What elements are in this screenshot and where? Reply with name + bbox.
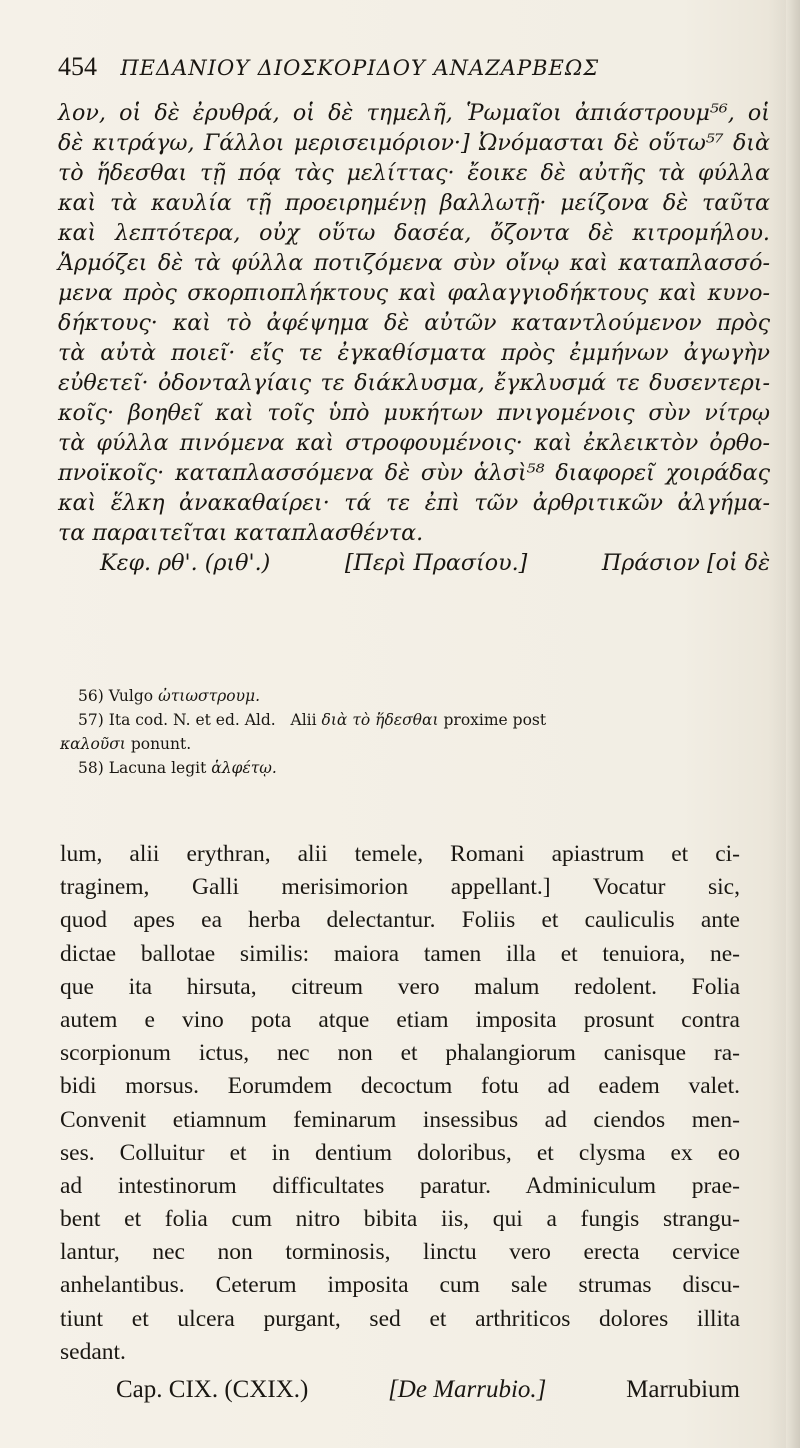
latin-line: quod apes ea herba delectantur. Foliis et cauliculis ante: [60, 907, 740, 934]
footnote: 57) Ita cod. N. et ed. Ald. Alii διὰ τὸ ἥδεσθαι proxime post: [78, 711, 547, 729]
page-number: 454: [58, 52, 97, 81]
greek-line: τὰ αὐτὰ ποιεῖ· εἴς τε ἐγκαθίσματα πρὸς ἐμμήνων ἀγωγὴν: [58, 340, 770, 366]
page-header: [58, 52, 758, 92]
latin-line: anhelantibus. Ceterum imposita cum sale strumas discu-: [60, 1272, 740, 1299]
latin-chapter-title: [De Marrubio.]: [388, 1376, 547, 1403]
greek-line: κοῖς· βοηθεῖ καὶ τοῖς ὑπὸ μυκήτων πνιγομένοις σὺν νίτρῳ: [58, 400, 770, 426]
footnotes: [60, 684, 772, 780]
latin-line: Convenit etiamnum feminarum insessibus ad ciendos men-: [60, 1106, 740, 1133]
greek-text-block: [58, 98, 770, 578]
latin-chapter-start: Marrubium: [626, 1376, 740, 1403]
footnote: 56) Vulgo ὠτιωστρουμ.: [78, 687, 261, 705]
latin-line: que ita hirsuta, citreum vero malum redolent. Folia: [60, 973, 740, 1000]
greek-line: δὲ κιτράγω, Γάλλοι μερισειμόριον·] Ὠνόμασται δὲ οὕτω⁵⁷ διὰ: [58, 130, 770, 156]
latin-line: traginem, Galli merisimorion appellant.] Vocatur sic,: [60, 874, 740, 901]
greek-line: καὶ λεπτότερα, οὐχ οὕτω δασέα, ὄζοντα δὲ κιτρομήλου.: [58, 220, 770, 246]
running-title: ΠΕΔΑΝΙΟΥ ΔΙΟΣΚΟΡΙΔΟΥ ΑΝΑΖΑΡΒΕΩΣ: [120, 56, 600, 80]
greek-line: δήκτους· καὶ τὸ ἀφέψημα δὲ αὐτῶν καταντλούμενον πρὸς: [58, 310, 770, 336]
greek-line: πνοϊκοῖς· καταπλασσόμενα δὲ σὺν ἁλσὶ⁵⁸ διαφορεῖ χοιράδας: [58, 460, 770, 486]
greek-line: καὶ τὰ καυλία τῇ προειρημένῃ βαλλωτῇ· μείζονα δὲ ταῦτα: [58, 190, 770, 216]
latin-line: bent et folia cum nitro bibita iis, qui a fungis strangu-: [60, 1206, 740, 1233]
greek-chapter-number: Κεφ. ρθ'. (ριθ'.): [100, 550, 271, 576]
greek-chapter-start: Πράσιον [οἱ δὲ: [601, 550, 770, 576]
latin-line: lum, alii erythran, alii temele, Romani apiastrum et ci-: [60, 841, 740, 867]
greek-chapter-heading: [100, 548, 770, 578]
greek-line: τὰ φύλλα πινόμενα καὶ στροφουμένοις· καὶ ἐκλεικτὸν ὀρθο-: [58, 430, 770, 456]
greek-line: μενα πρὸς σκορπιοπλήκτους καὶ φαλαγγιοδήκτους καὶ κυνο-: [58, 280, 770, 306]
latin-text-block: [60, 838, 740, 1369]
greek-chapter-title: [Περὶ Πρασίου.]: [344, 550, 528, 576]
page-edge: [786, 0, 800, 1448]
latin-line: lantur, nec non torminosis, linctu vero erecta cervice: [60, 1239, 740, 1266]
greek-line: τα παραιτεῖται καταπλασθέντα.: [58, 520, 424, 546]
latin-line: autem e vino pota atque etiam imposita prosunt contra: [60, 1006, 740, 1033]
greek-line: καὶ ἕλκη ἀνακαθαίρει· τά τε ἐπὶ τῶν ἀρθριτικῶν ἀλγήμα-: [58, 490, 770, 516]
latin-chapter-number: Cap. CIX. (CXIX.): [116, 1376, 309, 1403]
greek-line: Ἁρμόζει δὲ τὰ φύλλα ποτιζόμενα σὺν οἴνῳ καὶ καταπλασσό-: [58, 250, 770, 276]
latin-line: sedant.: [60, 1338, 126, 1365]
latin-chapter-heading: [60, 1376, 740, 1404]
footnote-continuation: καλοῦσι ponunt.: [60, 735, 192, 753]
latin-line: dictae ballotae similis: maiora tamen illa et tenuiora, ne-: [60, 940, 740, 967]
latin-line: scorpionum ictus, nec non et phalangiorum canisque ra-: [60, 1040, 740, 1067]
latin-line: bidi morsus. Eorumdem decoctum fotu ad eadem valet.: [60, 1073, 740, 1100]
greek-line: λον, οἱ δὲ ἐρυθρά, οἱ δὲ τημελῆ, Ῥωμαῖοι ἀπιάστρουμ⁵⁶, οἱ: [58, 100, 770, 126]
latin-line: ses. Colluitur et in dentium doloribus, et clysma ex eo: [60, 1139, 740, 1166]
footnote: 58) Lacuna legit ἁλφέτῳ.: [78, 759, 277, 777]
greek-line: εὐθετεῖ· ὀδονταλγίαις τε διάκλυσμα, ἔγκλυσμά τε δυσεντερι-: [58, 370, 770, 396]
latin-line: tiunt et ulcera purgant, sed et arthriticos dolores illita: [60, 1305, 740, 1332]
greek-line: τὸ ἥδεσθαι τῇ πόᾳ τὰς μελίττας· ἔοικε δὲ αὐτῆς τὰ φύλλα: [58, 160, 770, 186]
latin-line: ad intestinorum difficultates paratur. Adminiculum prae-: [60, 1172, 740, 1199]
